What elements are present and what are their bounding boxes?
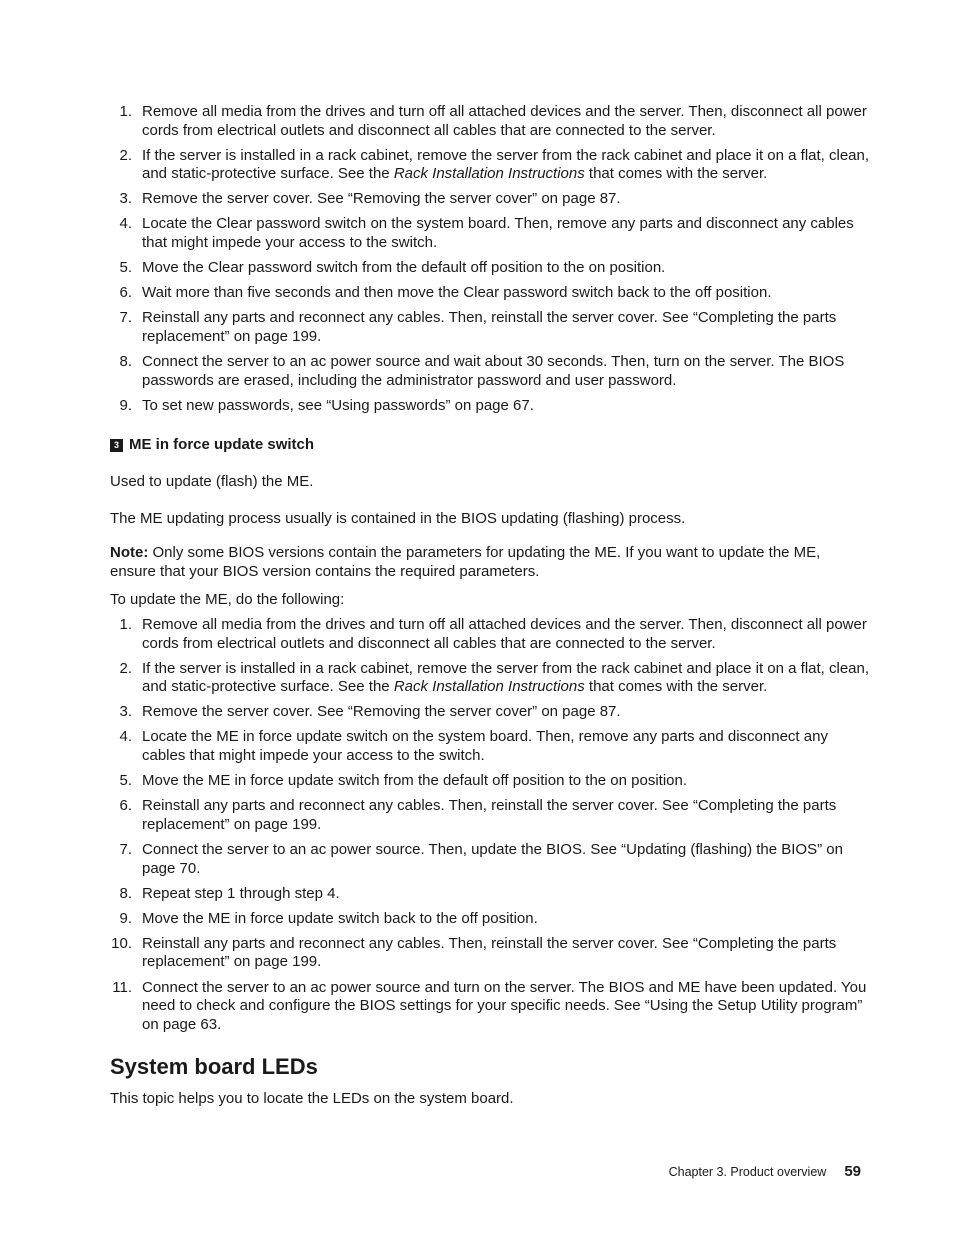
list-item-text-part: Locate the Clear password switch on the system board. Then, remove any parts and disconnect any cables that might impede your access to the switch. [142,215,854,252]
heading-system-board-leds: System board LEDs [110,1054,318,1079]
paragraph-used-to-update: Used to update (flash) the ME. [110,473,314,490]
intro-paragraph: To update the ME, do the following: [110,591,345,608]
list-item-text [142,103,867,139]
steps-list-me-update [110,616,870,1041]
section-heading [110,436,870,455]
list-item-text-part: Wait more than five seconds and then move the Clear password switch back to the off position. [142,284,772,302]
list-item-text-part: Connect the server to an ac power source. Then, update the BIOS. See “Updating (flashing) the BIOS” on page 70. [142,840,843,877]
paragraph-leds-topic: This topic helps you to locate the LEDs on the system board. [110,1090,514,1107]
list-item [110,353,870,390]
list-item-text-part: Connect the server to an ac power source and wait about 30 seconds. Then, turn on the server. The BIOS passwords are erased, including the administrator password and user password. [142,353,845,389]
list-item-text-part: that comes with the server. [584,678,768,696]
list-item-number: 4. [119,215,132,233]
list-item-text [142,841,843,877]
list-item [110,259,870,278]
list-item [110,703,870,722]
list-item-number: 8. [119,884,132,902]
list-item-text [142,397,534,414]
list-item-number: 7. [119,840,132,858]
list-item [110,772,870,791]
list-item-text-part: Remove all media from the drives and turn off all attached devices and the server. Then, disconnect all power cords from electrical outlets and disconnect all cables that are connected to the server. [142,616,867,652]
list-item-text [142,190,621,207]
list-item-text-part: Remove all media from the drives and turn off all attached devices and the server. Then, disconnect all power cords from electrical outlets and disconnect all cables that are connected to the server. [142,103,867,139]
list-item-number: 9. [119,909,132,927]
note-text: Only some BIOS versions contain the parameters for updating the ME. If you want to update the ME, ensure that your BIOS version contains the required parameters. [110,544,821,580]
list-item [110,284,870,303]
list-item [110,215,870,252]
list-item [110,309,870,346]
list-item-number: 11. [112,978,132,996]
list-item-text [142,147,869,183]
list-item-text [142,660,869,696]
list-item-text-part: Reinstall any parts and reconnect any cables. Then, reinstall the server cover. See “Completing the parts replacement” on page 199. [142,797,837,833]
list-item-text-part: If the server is installed in a rack cabinet, remove the server from the rack cabinet and place it on a flat, clean, and static-protective surface. See the [142,659,870,696]
list-item-text-part: Reinstall any parts and reconnect any cables. Then, reinstall the server cover. See “Completing the parts replacement” on page 199. [142,934,837,971]
list-item-text-part: Repeat step 1 through step 4. [142,884,340,902]
document-title-italic: Rack Installation Instructions [393,678,585,696]
list-item-text [142,772,687,789]
list-item [110,979,870,1035]
list-item-text-part: To set new passwords, see “Using passwords” on page 67. [142,396,534,414]
list-item-text [142,215,854,251]
list-item-number: 6. [119,797,132,815]
list-item-text-part: Remove the server cover. See “Removing the server cover” on page 87. [142,190,621,208]
list-item [110,841,870,878]
list-item [110,147,870,184]
list-item [110,103,870,140]
list-item-text-part: Remove the server cover. See “Removing the server cover” on page 87. [142,703,621,721]
list-item-number: 6. [119,284,132,302]
note-label: Note: [110,544,149,561]
document-title-italic: Rack Installation Instructions [393,165,585,183]
list-item-text-part: Connect the server to an ac power source and turn on the server. The BIOS and ME have been updated. You need to check and configure the BIOS settings for your specific needs. See “Using the Setup Utility program” on page 63. [142,978,867,1033]
list-item-number: 7. [119,309,132,327]
list-item-text [142,703,621,720]
list-item-text [142,728,828,764]
list-item-number: 8. [119,353,132,371]
list-item [110,728,870,765]
list-item [110,910,870,929]
list-item [110,797,870,834]
list-item [110,660,870,697]
list-item [110,885,870,904]
steps-list-clear-password [110,103,870,422]
list-item-number: 9. [119,396,132,414]
list-item [110,190,870,209]
list-item-text-part: If the server is installed in a rack cabinet, remove the server from the rack cabinet and place it on a flat, clean, and static-protective surface. See the [142,146,870,183]
list-item-text-part: Move the Clear password switch from the default off position to the on position. [142,259,666,277]
list-item-text [142,935,836,971]
list-item-text [142,259,665,276]
page-number: 59 [844,1163,861,1180]
section-heading-text: ME in force update switch [129,436,315,453]
list-item [110,616,870,653]
list-item-number: 3. [119,703,132,721]
list-item-text [142,616,867,652]
list-item [110,935,870,972]
footer-chapter: Chapter 3. Product overview [668,1165,827,1179]
list-item-text-part: that comes with the server. [584,165,768,183]
list-item-number: 3. [119,190,132,208]
list-item-text [142,309,836,345]
list-item-text-part: Move the ME in force update switch from the default off position to the on position. [142,772,688,790]
list-item-number: 10. [111,934,132,952]
callout-badge: 3 [110,439,123,452]
list-item-text-part: Move the ME in force update switch back to the off position. [142,909,538,927]
list-item [110,397,870,416]
list-item-number: 5. [119,259,132,277]
list-item-text [142,284,772,301]
list-item-text [142,353,844,389]
list-item-number: 2. [119,659,132,677]
list-item-text [142,885,340,902]
list-item-number: 4. [119,728,132,746]
list-item-number: 2. [119,146,132,164]
list-item-number: 1. [119,103,132,120]
list-item-text-part: Locate the ME in force update switch on the system board. Then, remove any parts and disconnect any cables that might impede your access to the switch. [142,728,828,765]
list-item-text [142,979,866,1033]
list-item-text-part: Reinstall any parts and reconnect any cables. Then, reinstall the server cover. See “Completing the parts replacement” on page 199. [142,309,837,345]
list-item-text [142,910,538,927]
list-item-text [142,797,836,833]
page-footer [669,1163,861,1182]
note-paragraph [110,544,870,581]
paragraph-me-process: The ME updating process usually is contained in the BIOS updating (flashing) process. [110,510,686,527]
list-item-number: 5. [119,772,132,790]
list-item-number: 1. [119,616,132,633]
